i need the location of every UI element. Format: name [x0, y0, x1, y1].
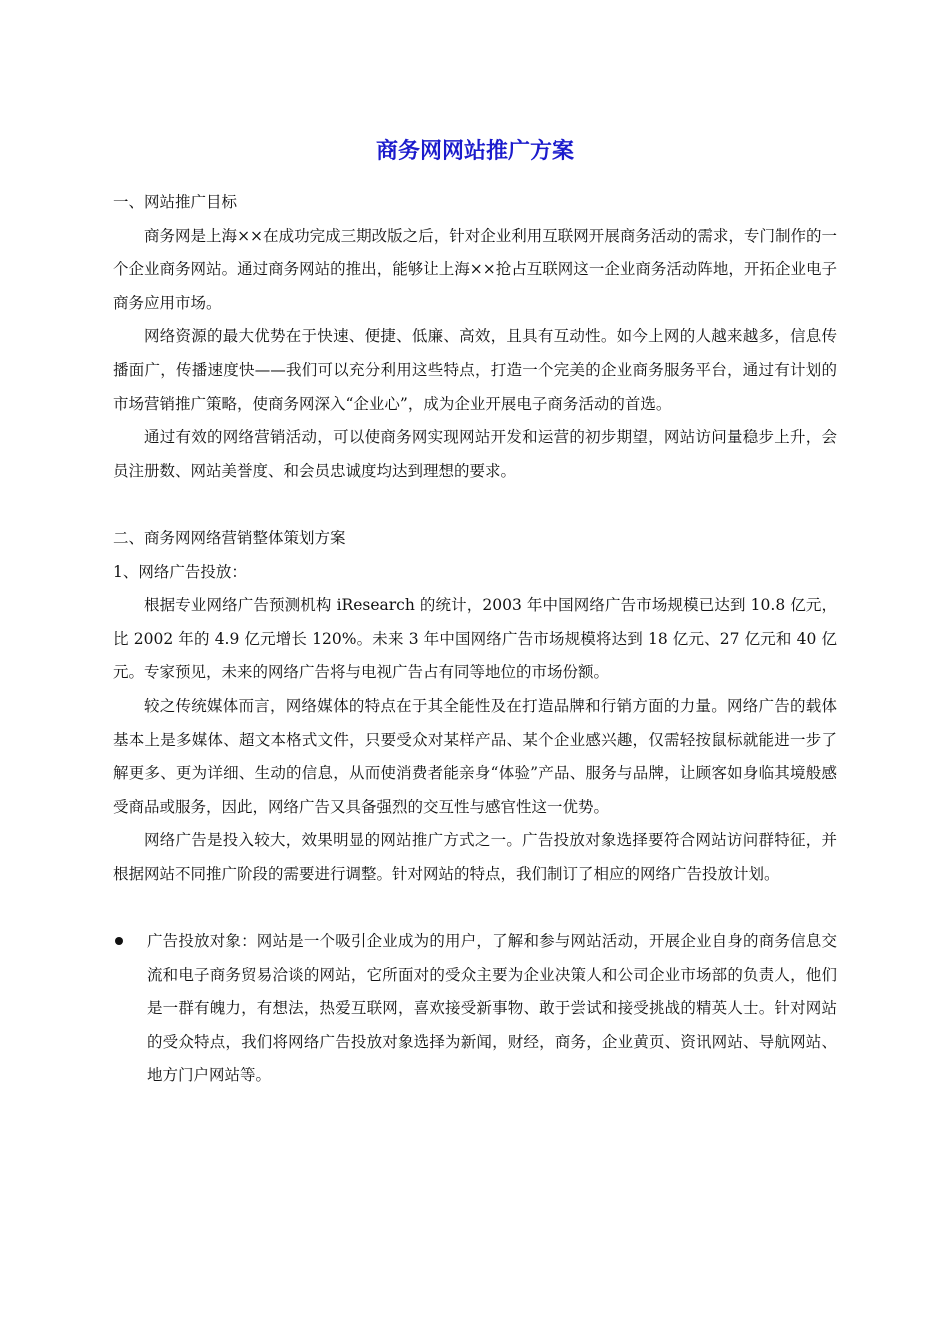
blank-line: [113, 488, 837, 522]
paragraph: 网络广告是投入较大，效果明显的网站推广方式之一。广告投放对象选择要符合网站访问群特征，并根据网站不同推广阶段的需要进行调整。针对网站的特点，我们制订了相应的网络广告投放计划。: [113, 831, 837, 883]
paragraph: 通过有效的网络营销活动，可以使商务网实现网站开发和运营的初步期望，网站访问量稳步上升，会员注册数、网站美誉度、和会员忠诚度均达到理想的要求。: [113, 428, 837, 480]
bullet-text: 广告投放对象：网站是一个吸引企业成为的用户，了解和参与网站活动，开展企业自身的商务信息交流和电子商务贸易洽谈的网站，它所面对的受众主要为企业决策人和公司企业市场部的负责人，他们是一群有魄力，有想法，热爱互联网，喜欢接受新事物、敢于尝试和接受挑战的精英人士。针对网站的受众特点，我们将网络广告投放对象选择为新闻，财经，商务，企业黄页、资讯网站、导航网站、地方门户网站等。: [147, 932, 837, 1085]
document-body: [113, 186, 837, 1093]
bullet-dot-icon: [115, 937, 123, 945]
document-title: 商务网网站推广方案: [375, 139, 574, 164]
section-heading-goals: 一、网站推广目标: [113, 193, 238, 211]
paragraph: 较之传统媒体而言，网络媒体的特点在于其全能性及在打造品牌和行销方面的力量。网络广告的载体基本上是多媒体、超文本格式文件，只要受众对某样产品、某个企业感兴趣，仅需轻按鼠标就能进一步了解更多、更为详细、生动的信息，从而使消费者能亲身“体验”产品、服务与品牌，让顾客如身临其境般感受商品或服务，因此，网络广告又具备强烈的交互性与感官性这一优势。: [113, 696, 837, 816]
paragraph: 网络资源的最大优势在于快速、便捷、低廉、高效，且具有互动性。如今上网的人越来越多，信息传播面广，传播速度快——我们可以充分利用这些特点，打造一个完美的企业商务服务平台，通过有计划的市场营销推广策略，使商务网深入“企业心”，成为企业开展电子商务活动的首选。: [113, 327, 837, 413]
bullet-list-item: [113, 925, 837, 1093]
section-heading-plan: 二、商务网网络营销整体策划方案: [113, 528, 346, 547]
blank-line: [113, 891, 837, 925]
paragraph: 商务网是上海××在成功完成三期改版之后，针对企业利用互联网开展商务活动的需求，专门制作的一个企业商务网站。通过商务网站的推出，能够让上海××抢占互联网这一企业商务活动阵地，开拓企业电子商务应用市场。: [113, 226, 837, 312]
paragraph: 根据专业网络广告预测机构 iResearch 的统计，2003 年中国网络广告市场规模已达到 10.8 亿元，比 2002 年的 4.9 亿元增长 120%。未来 3 年中国网络广告市场规模将达到 18 亿元、27 亿元和 40 亿元。专家预见，未来的网络广告将与电视广告占有同等地位的市场份额。: [113, 596, 837, 682]
subsection-heading-online-ads: 1、网络广告投放：: [113, 562, 247, 581]
